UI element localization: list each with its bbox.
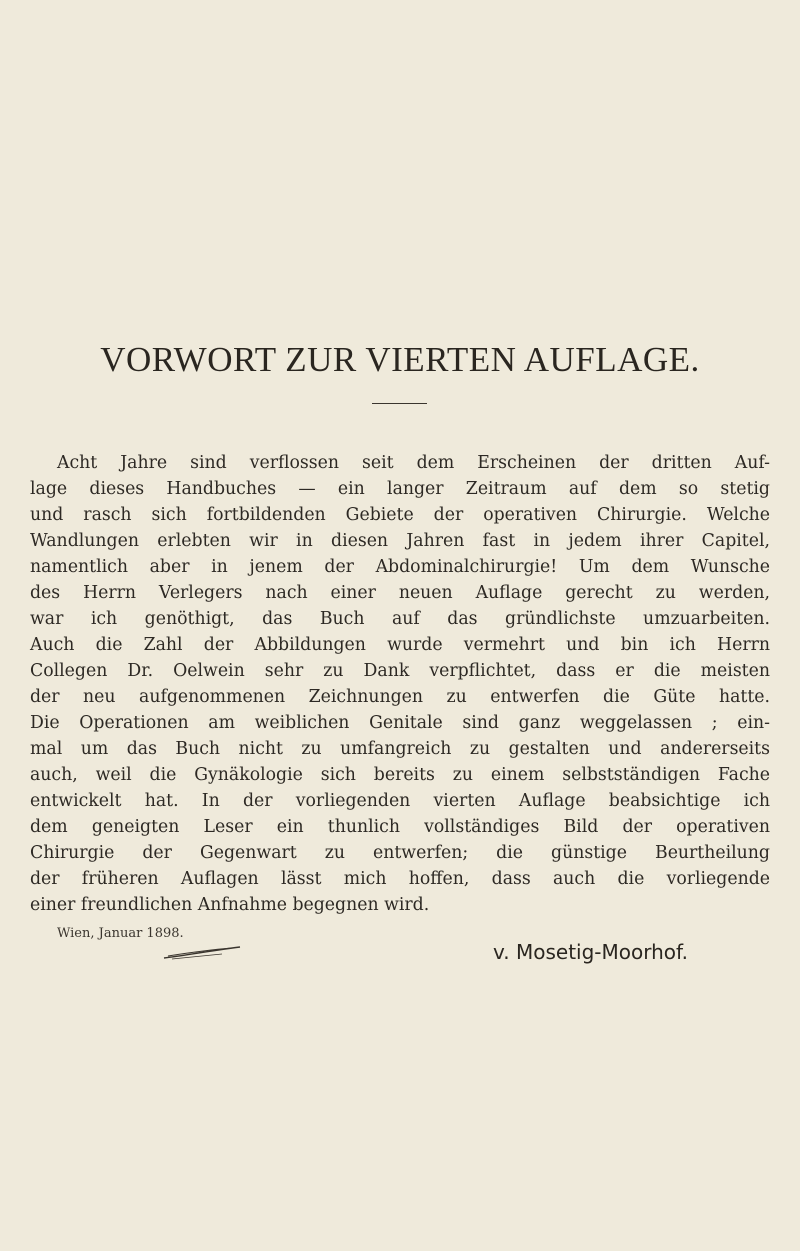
paragraph-line: Collegen Dr. Oelwein sehr zu Dank verpflichtet, dass er die meisten (30, 661, 770, 681)
title-divider (372, 403, 427, 404)
paragraph-line: und rasch sich fortbildenden Gebiete der operativen Chirurgie. Welche (30, 505, 770, 525)
paragraph-line: Chirurgie der Gegenwart zu entwerfen; die günstige Beurtheilung (30, 843, 770, 863)
paragraph-line: entwickelt hat. In der vorliegenden vierten Auflage beabsichtige ich (30, 791, 770, 811)
paragraph-line: Auch die Zahl der Abbildungen wurde vermehrt und bin ich Herrn (30, 635, 770, 655)
paragraph-line: des Herrn Verlegers nach einer neuen Auflage gerecht zu werden, (30, 583, 770, 603)
paragraph-line: dem geneigten Leser ein thunlich vollständiges Bild der operativen (30, 817, 770, 837)
place-date: Wien, Januar 1898. (57, 926, 184, 941)
paragraph-line: auch, weil die Gynäkologie sich bereits zu einem selbstständigen Fache (30, 765, 770, 785)
paragraph-line: mal um das Buch nicht zu umfangreich zu gestalten und andererseits (30, 739, 770, 759)
paragraph-line: Wandlungen erlebten wir in diesen Jahren fast in jedem ihrer Capitel, (30, 531, 770, 551)
paragraph-line: Die Operationen am weiblichen Genitale sind ganz weggelassen ; ein- (30, 713, 770, 733)
page-title: VORWORT ZUR VIERTEN AUFLAGE. (100, 340, 700, 379)
author-signature: v. Mosetig-Moorhof. (493, 940, 688, 964)
paragraph-line: der früheren Auflagen lässt mich hoffen, dass auch die vorliegende (30, 869, 770, 889)
paragraph-line: lage dieses Handbuches — ein langer Zeitraum auf dem so stetig (30, 479, 770, 499)
paragraph-line: Acht Jahre sind verflossen seit dem Erscheinen der dritten Auf- (57, 453, 770, 473)
paragraph-line: der neu aufgenommenen Zeichnungen zu entwerfen die Güte hatte. (30, 687, 770, 707)
flourish-ornament (162, 946, 242, 960)
paragraph-line: war ich genöthigt, das Buch auf das gründlichste umzuarbeiten. (30, 609, 770, 629)
paragraph-line: namentlich aber in jenem der Abdominalchirurgie! Um dem Wunsche (30, 557, 770, 577)
paragraph-line: einer freundlichen Anfnahme begegnen wird. (30, 895, 430, 915)
